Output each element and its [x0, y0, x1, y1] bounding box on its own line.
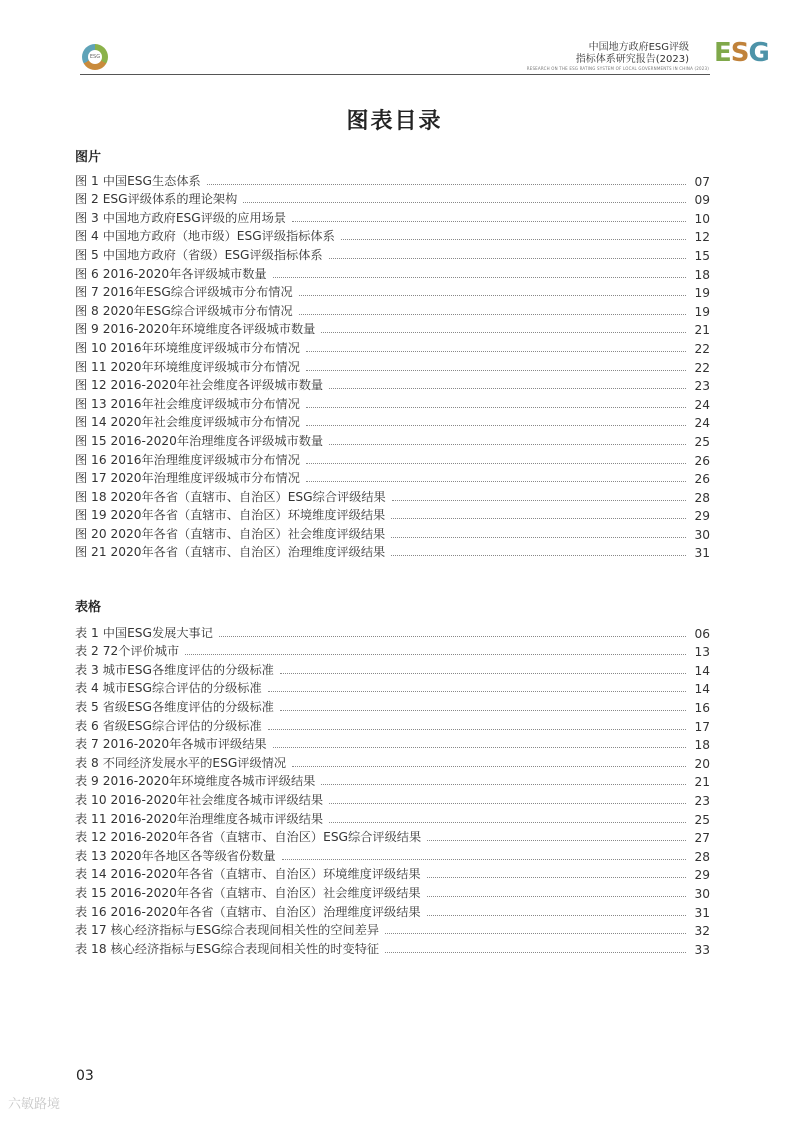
toc-entry-label: 表 6 省级ESG综合评估的分级标准	[75, 718, 262, 733]
toc-entry[interactable]	[75, 938, 710, 957]
toc-entry[interactable]	[75, 430, 710, 449]
report-logo-text: ESG	[88, 50, 102, 64]
toc-entry[interactable]	[75, 752, 710, 771]
esg-mark-g: G	[748, 38, 769, 68]
dot-leader	[273, 746, 686, 748]
esg-mark-s: S	[730, 38, 749, 68]
dot-leader	[427, 895, 686, 897]
toc-entry[interactable]	[75, 542, 710, 561]
toc-entry[interactable]	[75, 337, 710, 356]
toc-entry-page: 26	[694, 453, 710, 468]
toc-entry[interactable]	[75, 845, 710, 864]
toc-entry[interactable]	[75, 449, 710, 468]
toc-entry[interactable]	[75, 622, 710, 641]
toc-entry-label: 图 19 2020年各省（直辖市、自治区）环境维度评级结果	[75, 508, 386, 523]
esg-mark-e: E	[714, 38, 731, 68]
watermark-text: 六敏路境	[8, 1097, 61, 1112]
toc-entry-label: 图 20 2020年各省（直辖市、自治区）社会维度评级结果	[75, 526, 386, 541]
toc-entry-page: 19	[694, 286, 710, 301]
toc-entry-label: 表 14 2016-2020年各省（直辖市、自治区）环境维度评级结果	[75, 867, 421, 882]
toc-entry-page: 33	[694, 942, 710, 957]
dot-leader	[329, 387, 686, 389]
toc-entry-label: 图 12 2016-2020年社会维度各评级城市数量	[75, 378, 324, 393]
toc-entry-label: 图 21 2020年各省（直辖市、自治区）治理维度评级结果	[75, 545, 386, 560]
toc-entry-label: 图 2 ESG评级体系的理论架构	[75, 192, 238, 207]
toc-entry[interactable]	[75, 659, 710, 678]
toc-entry-label: 图 16 2016年治理维度评级城市分布情况	[75, 452, 300, 467]
toc-entry-label: 表 9 2016-2020年环境维度各城市评级结果	[75, 774, 316, 789]
toc-entry-page: 13	[694, 645, 710, 660]
dot-leader	[427, 839, 686, 841]
toc-entry-page: 24	[694, 416, 710, 431]
toc-entry-page: 28	[694, 490, 710, 505]
toc-entry[interactable]	[75, 356, 710, 375]
toc-entry-page: 07	[694, 174, 710, 189]
toc-entry[interactable]	[75, 789, 710, 808]
figures-heading: 图片	[75, 150, 102, 165]
toc-entry-label: 表 7 2016-2020年各城市评级结果	[75, 737, 267, 752]
toc-entry[interactable]	[75, 734, 710, 753]
toc-entry[interactable]	[75, 505, 710, 524]
dot-leader	[391, 536, 686, 538]
toc-entry-page: 20	[694, 756, 710, 771]
toc-entry-label: 图 7 2016年ESG综合评级城市分布情况	[75, 285, 293, 300]
toc-entry[interactable]	[75, 641, 710, 660]
toc-entry[interactable]	[75, 771, 710, 790]
toc-entry[interactable]	[75, 375, 710, 394]
dot-leader	[427, 914, 686, 916]
toc-entry-page: 22	[694, 360, 710, 375]
toc-entry[interactable]	[75, 170, 710, 189]
toc-entry-page: 18	[694, 267, 710, 282]
dot-leader	[282, 858, 686, 860]
toc-entry-label: 图 6 2016-2020年各评级城市数量	[75, 266, 267, 281]
page-number: 03	[76, 1068, 94, 1084]
toc-entry-label: 表 2 72个评价城市	[75, 644, 180, 659]
toc-entry-label: 图 4 中国地方政府（地市级）ESG评级指标体系	[75, 229, 335, 244]
toc-entry[interactable]	[75, 189, 710, 208]
toc-entry[interactable]	[75, 920, 710, 939]
toc-entry-page: 23	[694, 793, 710, 808]
toc-entry-page: 31	[694, 905, 710, 920]
dot-leader	[391, 554, 686, 556]
toc-entry-page: 06	[694, 626, 710, 641]
toc-entry[interactable]	[75, 882, 710, 901]
dot-leader	[321, 783, 686, 785]
dot-leader	[427, 876, 686, 878]
toc-entry-label: 图 5 中国地方政府（省级）ESG评级指标体系	[75, 247, 323, 262]
toc-entry-label: 表 1 中国ESG发展大事记	[75, 625, 213, 640]
toc-entry-label: 表 3 城市ESG各维度评估的分级标准	[75, 662, 274, 677]
toc-entry[interactable]	[75, 319, 710, 338]
dot-leader	[341, 238, 686, 240]
toc-entry-page: 14	[694, 663, 710, 678]
report-logo-icon	[82, 44, 108, 70]
toc-entry-label: 表 12 2016-2020年各省（直辖市、自治区）ESG综合评级结果	[75, 830, 422, 845]
toc-entry-label: 图 18 2020年各省（直辖市、自治区）ESG综合评级结果	[75, 489, 386, 504]
toc-entry[interactable]	[75, 486, 710, 505]
toc-entry-page: 19	[694, 304, 710, 319]
esg-mark-logo	[714, 40, 769, 66]
dot-leader	[329, 821, 686, 823]
toc-entry-label: 表 13 2020年各地区各等级省份数量	[75, 848, 276, 863]
toc-entry-label: 图 13 2016年社会维度评级城市分布情况	[75, 396, 300, 411]
header-subtitle: RESEARCH ON THE ESG RATING SYSTEM OF LOCAL GOVERNMENTS IN CHINA (2023)	[526, 66, 709, 71]
header-title-line2: 指标体系研究报告(2023)	[575, 54, 689, 65]
header-title-line1: 中国地方政府ESG评级	[588, 42, 689, 53]
toc-entry[interactable]	[75, 263, 710, 282]
toc-entry-label: 表 11 2016-2020年治理维度各城市评级结果	[75, 811, 324, 826]
toc-entry-label: 表 10 2016-2020年社会维度各城市评级结果	[75, 792, 324, 807]
dot-leader	[306, 350, 686, 352]
toc-entry-page: 30	[694, 886, 710, 901]
dot-leader	[306, 406, 686, 408]
dot-leader	[268, 690, 686, 692]
dot-leader	[299, 294, 686, 296]
toc-entry[interactable]	[75, 226, 710, 245]
toc-entry-label: 图 1 中国ESG生态体系	[75, 173, 201, 188]
dot-leader	[391, 517, 686, 519]
toc-entry[interactable]	[75, 207, 710, 226]
page-title: 图表目录	[346, 109, 443, 134]
toc-entry-label: 表 16 2016-2020年各省（直辖市、自治区）治理维度评级结果	[75, 904, 421, 919]
dot-leader	[299, 313, 686, 315]
toc-entry-page: 22	[694, 341, 710, 356]
dot-leader	[306, 369, 686, 371]
toc-entry-label: 图 11 2020年环境维度评级城市分布情况	[75, 359, 300, 374]
toc-entry-page: 32	[694, 924, 710, 939]
toc-entry-page: 21	[694, 775, 710, 790]
tables-heading: 表格	[75, 600, 102, 615]
page-header	[0, 0, 789, 80]
dot-leader	[306, 480, 686, 482]
toc-entry-label: 表 17 核心经济指标与ESG综合表现间相关性的空间差异	[75, 923, 380, 938]
dot-leader	[273, 276, 686, 278]
toc-entry-page: 16	[694, 700, 710, 715]
dot-leader	[392, 499, 686, 501]
toc-entry[interactable]	[75, 715, 710, 734]
dot-leader	[280, 709, 686, 711]
dot-leader	[385, 932, 686, 934]
toc-entry[interactable]	[75, 282, 710, 301]
tables-list	[75, 622, 710, 957]
toc-entry-page: 12	[694, 230, 710, 245]
dot-leader	[329, 802, 686, 804]
dot-leader	[385, 951, 686, 953]
header-divider	[80, 74, 710, 75]
toc-entry-page: 23	[694, 379, 710, 394]
toc-entry[interactable]	[75, 244, 710, 263]
dot-leader	[268, 728, 686, 730]
toc-entry-label: 表 18 核心经济指标与ESG综合表现间相关性的时变特征	[75, 941, 380, 956]
toc-entry-page: 21	[694, 323, 710, 338]
toc-entry-label: 图 8 2020年ESG综合评级城市分布情况	[75, 303, 293, 318]
toc-entry-page: 10	[694, 211, 710, 226]
toc-entry[interactable]	[75, 523, 710, 542]
toc-entry-page: 30	[694, 527, 710, 542]
toc-entry-label: 表 15 2016-2020年各省（直辖市、自治区）社会维度评级结果	[75, 885, 421, 900]
toc-entry[interactable]	[75, 696, 710, 715]
toc-entry-label: 图 3 中国地方政府ESG评级的应用场景	[75, 210, 287, 225]
toc-entry-page: 29	[694, 868, 710, 883]
dot-leader	[243, 201, 686, 203]
toc-entry-page: 27	[694, 831, 710, 846]
toc-entry-label: 图 15 2016-2020年治理维度各评级城市数量	[75, 433, 324, 448]
toc-entry[interactable]	[75, 827, 710, 846]
toc-entry-page: 25	[694, 434, 710, 449]
toc-entry-label: 图 17 2020年治理维度评级城市分布情况	[75, 471, 300, 486]
toc-entry-page: 14	[694, 682, 710, 697]
toc-entry[interactable]	[75, 678, 710, 697]
dot-leader	[321, 331, 686, 333]
toc-entry[interactable]	[75, 412, 710, 431]
toc-entry-label: 图 10 2016年环境维度评级城市分布情况	[75, 340, 300, 355]
dot-leader	[280, 672, 686, 674]
dot-leader	[292, 765, 686, 767]
toc-entry[interactable]	[75, 468, 710, 487]
toc-entry-label: 图 14 2020年社会维度评级城市分布情况	[75, 415, 300, 430]
toc-entry-page: 18	[694, 738, 710, 753]
toc-entry[interactable]	[75, 393, 710, 412]
toc-entry-label: 表 4 城市ESG综合评估的分级标准	[75, 681, 262, 696]
toc-entry-page: 17	[694, 719, 710, 734]
dot-leader	[329, 443, 686, 445]
toc-entry-label: 图 9 2016-2020年环境维度各评级城市数量	[75, 322, 316, 337]
dot-leader	[219, 635, 686, 637]
dot-leader	[292, 220, 686, 222]
toc-entry-page: 09	[694, 193, 710, 208]
toc-entry-page: 29	[694, 509, 710, 524]
toc-entry-label: 表 8 不同经济发展水平的ESG评级情况	[75, 755, 287, 770]
figures-list	[75, 170, 710, 560]
dot-leader	[329, 257, 686, 259]
dot-leader	[306, 462, 686, 464]
toc-entry-page: 26	[694, 472, 710, 487]
header-title	[576, 42, 689, 66]
toc-entry-page: 28	[694, 849, 710, 864]
toc-entry[interactable]	[75, 808, 710, 827]
toc-entry-page: 24	[694, 397, 710, 412]
toc-entry-label: 表 5 省级ESG各维度评估的分级标准	[75, 699, 274, 714]
dot-leader	[306, 424, 686, 426]
toc-entry-page: 15	[694, 248, 710, 263]
toc-entry-page: 31	[694, 546, 710, 561]
toc-entry[interactable]	[75, 864, 710, 883]
toc-entry[interactable]	[75, 300, 710, 319]
toc-entry-page: 25	[694, 812, 710, 827]
dot-leader	[207, 183, 686, 185]
toc-entry[interactable]	[75, 901, 710, 920]
dot-leader	[185, 653, 686, 655]
